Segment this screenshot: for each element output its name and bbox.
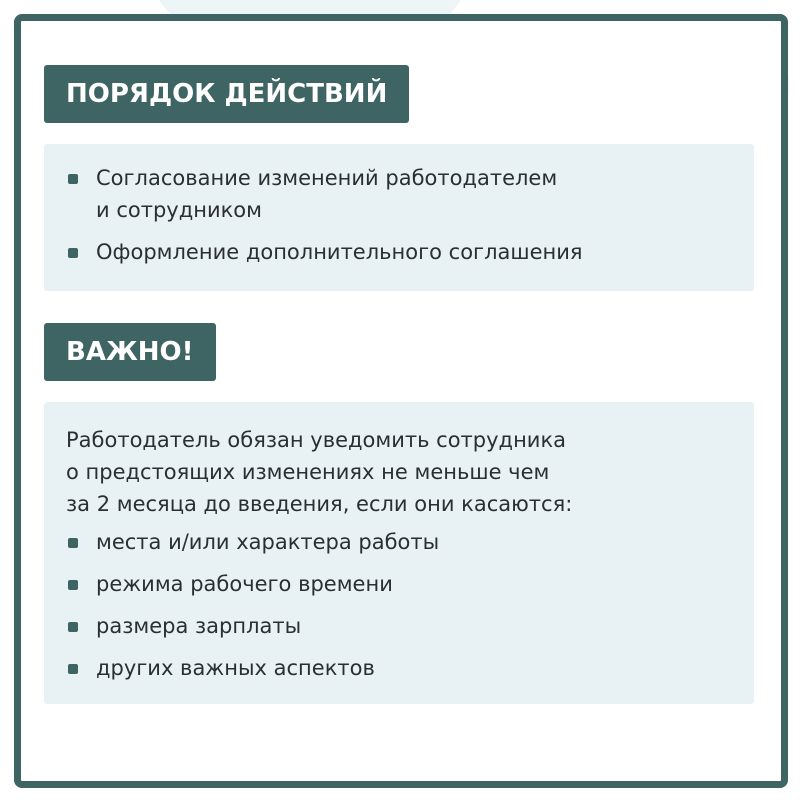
list-item-text: места и/или характера работы bbox=[96, 530, 440, 554]
bullet-icon bbox=[68, 664, 78, 674]
list-item bbox=[44, 526, 754, 558]
procedure-panel bbox=[44, 144, 754, 291]
list-item-text: режима рабочего времени bbox=[96, 572, 393, 596]
important-heading: ВАЖНО! bbox=[44, 323, 216, 381]
list-item-text: других важных аспектов bbox=[96, 656, 375, 680]
bullet-icon bbox=[68, 248, 78, 258]
procedure-heading: ПОРЯДОК ДЕЙСТВИЙ bbox=[44, 65, 409, 123]
paragraph-line: за 2 месяца до введения, если они касаются: bbox=[66, 492, 573, 516]
bullet-icon bbox=[68, 622, 78, 632]
bullet-icon bbox=[68, 580, 78, 590]
list-item bbox=[44, 236, 754, 268]
list-item-text: Согласование изменений работодателем bbox=[96, 166, 558, 190]
list-item-text: размера зарплаты bbox=[96, 614, 302, 638]
bullet-icon bbox=[68, 538, 78, 548]
notice-paragraph bbox=[44, 424, 754, 520]
important-panel bbox=[44, 402, 754, 704]
paragraph-line: Работодатель обязан уведомить сотрудника bbox=[66, 428, 567, 452]
list-item bbox=[44, 568, 754, 600]
bullet-icon bbox=[68, 174, 78, 184]
list-item-text: Оформление дополнительного соглашения bbox=[96, 240, 583, 264]
list-item bbox=[44, 610, 754, 642]
paragraph-line: о предстоящих изменениях не меньше чем bbox=[66, 460, 550, 484]
list-item bbox=[44, 162, 754, 226]
list-item-text: и сотрудником bbox=[96, 198, 262, 222]
list-item bbox=[44, 652, 754, 684]
